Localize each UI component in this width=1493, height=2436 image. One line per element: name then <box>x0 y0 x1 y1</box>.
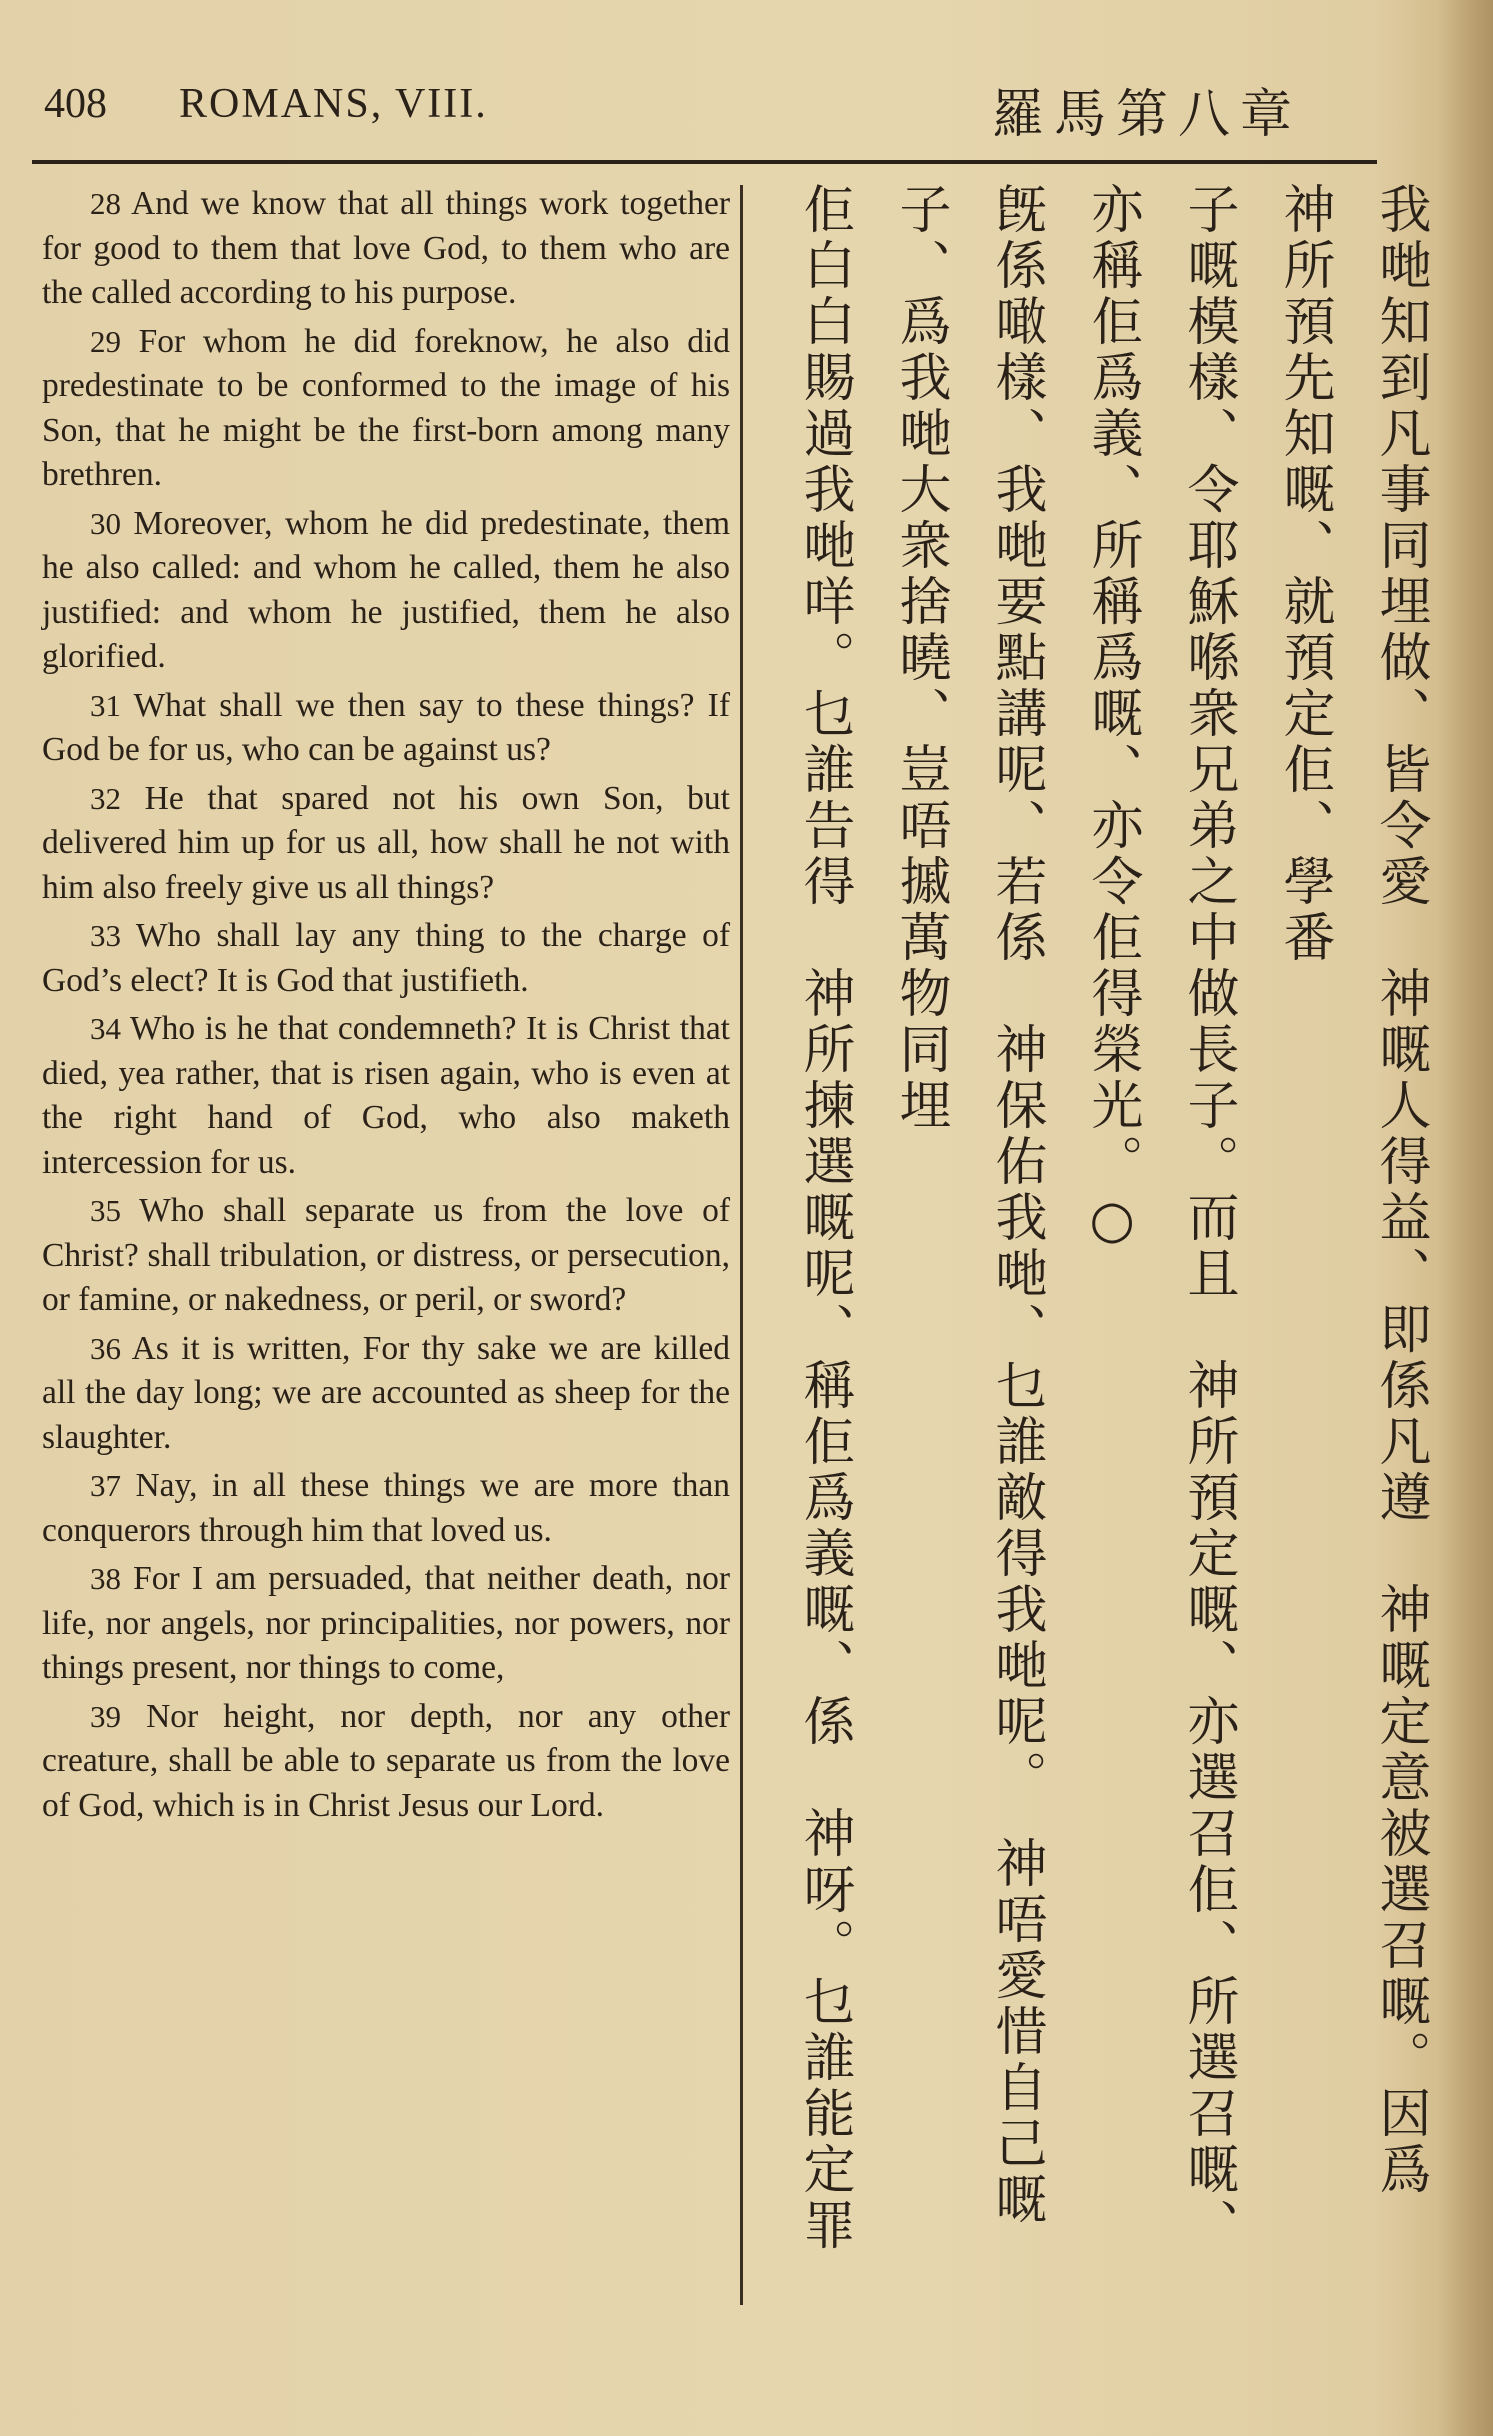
chinese-line: 我哋知到凡事同埋做、皆令愛 神嘅人得益、即係凡遵 神嘅定意被選召嘅。因爲 神所預先知嘅、就預定佢、學番 <box>1274 182 1430 2254</box>
chinese-column <box>758 182 1448 2302</box>
chinese-line: 子嘅模樣、令耶穌喺衆兄弟之中做長子。而且 神所預定嘅、亦選召佢、所選召嘅、亦稱佢爲義、所稱爲嘅、亦令佢得榮光。○ <box>1082 182 1238 2254</box>
verse-36: 36 As it is written, For thy sake we are killed all the day long; we are accounted as sheep for the slaughter. <box>42 1329 731 1456</box>
verse-28: 28 And we know that all things work together for good to them that love God, to them who are the called according to his purpose. <box>42 185 730 311</box>
verse-37: 37 Nay, in all these things we are more than conquerors through him that loved us. <box>42 1467 731 1549</box>
verse-38: 38 For I am persuaded, that neither death, nor life, nor angels, nor principalities, nor powers, nor things present, nor things to come, <box>42 1560 730 1686</box>
page-header <box>44 72 1374 145</box>
verse-32: 32 He that spared not his own Son, but delivered him up for us all, how shall he not with him also freely give us all things? <box>42 779 730 906</box>
page-number: 408 <box>44 81 107 127</box>
verse-34: 34 Who is he that condemneth? It is Christ that died, yea rather, that is risen again, who is even at the right hand of God, who also maketh intercession for us. <box>42 1010 730 1181</box>
verse-29: 29 For whom he did foreknow, he also did predestinate to be conformed to the image of his Son, that he might be the first-born among many brethren. <box>42 322 730 493</box>
verse-33: 33 Who shall lay any thing to the charge of God’s elect? It is God that justifieth. <box>42 917 730 999</box>
chinese-line: 佢白白賜過我哋咩。乜誰告得 神所揀選嘅呢、稱佢爲義嘅、係 神呀。乜誰能定罪 <box>794 182 854 2254</box>
running-title: ROMANS, VIII. <box>179 81 488 127</box>
english-column <box>42 182 730 2322</box>
column-divider <box>740 185 743 2305</box>
chinese-line: 旣係噉樣、我哋要點講呢、若係 神保佑我哋、乜誰敵得我哋呢。 神唔愛惜自己嘅子、爲我哋大衆捨曉、豈唔摵萬物同埋 <box>890 182 1046 2228</box>
header-rule <box>32 160 1377 164</box>
verse-30: 30 Moreover, whom he did predestinate, them he also called: and whom he called, them he also justified: and whom he justified, them he also glorified. <box>42 504 731 675</box>
verse-39: 39 Nor height, nor depth, nor any other creature, shall be able to separate us from the love of God, which is in Christ Jesus our Lord. <box>42 1697 731 1824</box>
chinese-title: 羅馬第八章 <box>991 85 1302 145</box>
verse-31: 31 What shall we then say to these things? If God be for us, who can be against us? <box>42 686 730 768</box>
verse-35: 35 Who shall separate us from the love of Christ? shall tribulation, or distress, or persecution, or famine, or nakedness, or peril, or sword? <box>42 1192 730 1318</box>
